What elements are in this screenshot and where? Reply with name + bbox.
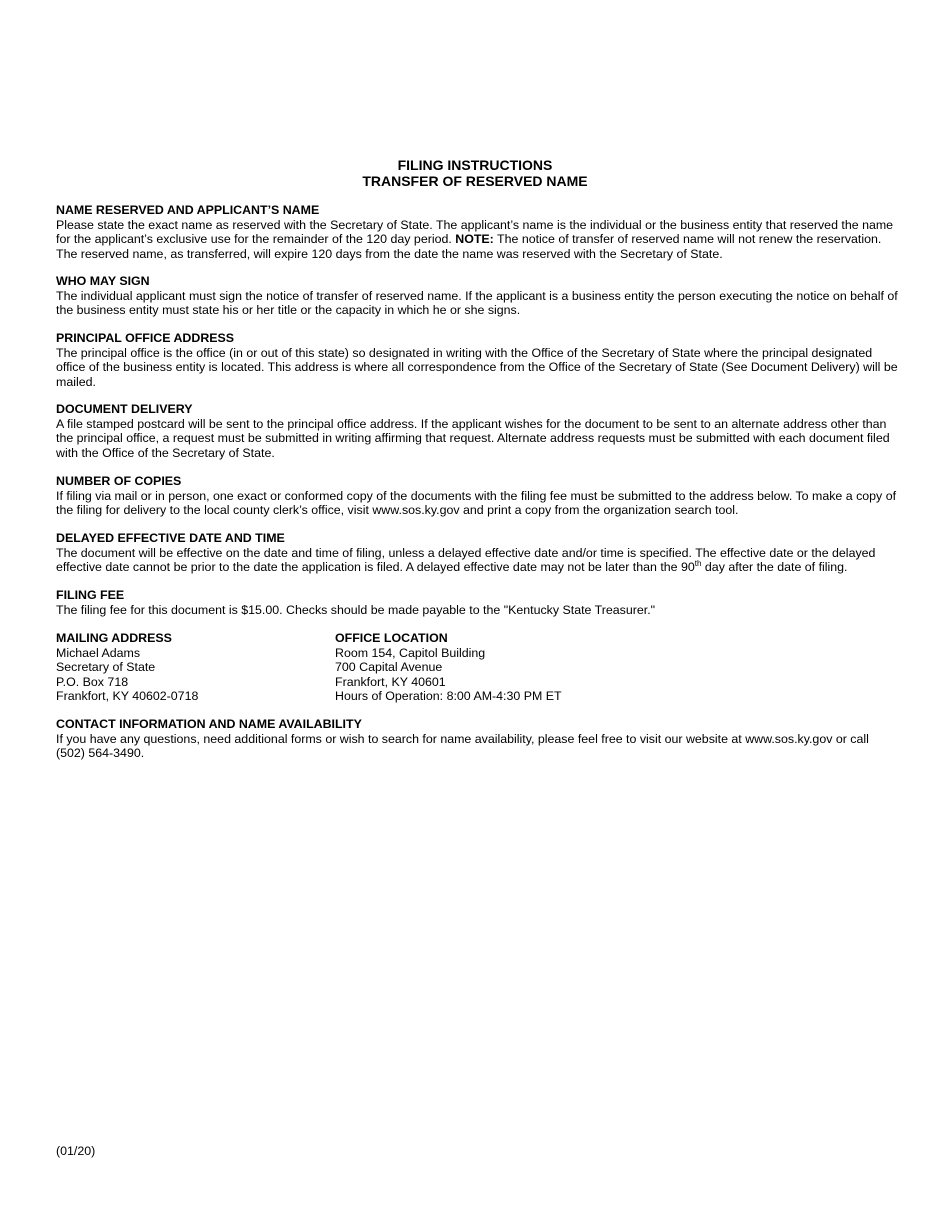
section-heading: DOCUMENT DELIVERY	[56, 402, 193, 416]
section-heading: CONTACT INFORMATION AND NAME AVAILABILITY	[56, 717, 362, 731]
section-name-reserved	[56, 203, 898, 261]
page-title	[0, 157, 950, 189]
section-delayed-effective-date	[56, 531, 898, 575]
section-who-may-sign	[56, 274, 898, 318]
section-body	[56, 546, 898, 575]
mailing-address-line: Michael Adams	[56, 645, 141, 660]
section-heading: PRINCIPAL OFFICE ADDRESS	[56, 331, 235, 345]
office-location-line: Frankfort, KY 40601	[335, 674, 446, 689]
section-heading: NUMBER OF COPIES	[56, 474, 182, 488]
mailing-address-line: Secretary of State	[56, 660, 156, 674]
office-location-line: Room 154, Capitol Building	[335, 645, 486, 660]
title-line-1: FILING INSTRUCTIONS	[397, 157, 553, 173]
office-location-line: Hours of Operation: 8:00 AM-4:30 PM ET	[335, 689, 562, 703]
section-heading: WHO MAY SIGN	[56, 274, 150, 288]
form-revision-code: (01/20)	[56, 1144, 96, 1158]
section-body: The individual applicant must sign the notice of transfer of reserved name. If the applicant is a business entity the person executing the notice on behalf of the business entity must state his or her title or the capacity in which he or she signs.	[56, 288, 898, 317]
section-number-of-copies	[56, 474, 898, 518]
section-body: If filing via mail or in person, one exact or conformed copy of the documents with the filing fee must be submitted to the address below. To make a copy of the filing for delivery to the local county clerk’s office, visit www.sos.ky.gov and print a copy from the organization search tool.	[56, 488, 897, 517]
section-heading: NAME RESERVED AND APPLICANT’S NAME	[56, 203, 320, 217]
note-label: NOTE:	[455, 232, 494, 246]
body-text-part: Please state the exact name as reserved with the Secretary of State. The applicant’s name is the individual or the business entity that reserved the name for the applicant’s exclusive use for the remainder of the 120 day period.	[56, 217, 894, 246]
office-location-line: 700 Capital Avenue	[335, 660, 443, 674]
section-document-delivery	[56, 402, 898, 460]
title-line-2: TRANSFER OF RESERVED NAME	[362, 173, 588, 189]
ordinal-suffix: th	[694, 558, 702, 568]
section-body: A file stamped postcard will be sent to the principal office address. If the applicant wishes for the document to be sent to an alternate address other than the principal office, a request must be submitted in writing affirming that request. Alternate address requests must be submitted with each document filed with the Office of the Secretary of State.	[56, 416, 890, 460]
section-principal-office	[56, 331, 898, 389]
section-body: If you have any questions, need additional forms or wish to search for name availability, please feel free to visit our website at www.sos.ky.gov or call (502) 564-3490.	[56, 731, 869, 760]
mailing-address-heading: MAILING ADDRESS	[56, 631, 172, 645]
section-filing-fee	[56, 588, 898, 617]
section-body	[56, 218, 898, 262]
body-text-part: The document will be effective on the date and time of filing, unless a delayed effective date and/or time is specified. The effective date or the delayed effective date cannot be prior to the date the application is filed. A delayed effective date may not be later than the 90	[56, 545, 876, 574]
mailing-address-line: Frankfort, KY 40602-0718	[56, 689, 199, 703]
body-text-part: day after the date of filing.	[701, 560, 848, 574]
section-heading: FILING FEE	[56, 588, 125, 602]
body-text-part: The notice of transfer of reserved name will not renew the reservation. The reserved name, as transferred, will expire 120 days from the date the name was reserved with the Secretary of State.	[56, 232, 882, 261]
section-contact-information	[56, 717, 898, 761]
section-body: The filing fee for this document is $15.00. Checks should be made payable to the "Kentucky State Treasurer."	[56, 602, 656, 617]
section-heading: DELAYED EFFECTIVE DATE AND TIME	[56, 531, 285, 545]
mailing-address-line: P.O. Box 718	[56, 674, 129, 689]
section-body: The principal office is the office (in or out of this state) so designated in writing with the Office of the Secretary of State where the principal designated office of the business entity is located. This address is where all correspondence from the Office of the Secretary of State (See Document Delivery) will be mailed.	[56, 345, 898, 389]
office-location-heading: OFFICE LOCATION	[335, 631, 448, 645]
office-location-block	[335, 631, 635, 704]
mailing-address-block	[56, 631, 356, 704]
